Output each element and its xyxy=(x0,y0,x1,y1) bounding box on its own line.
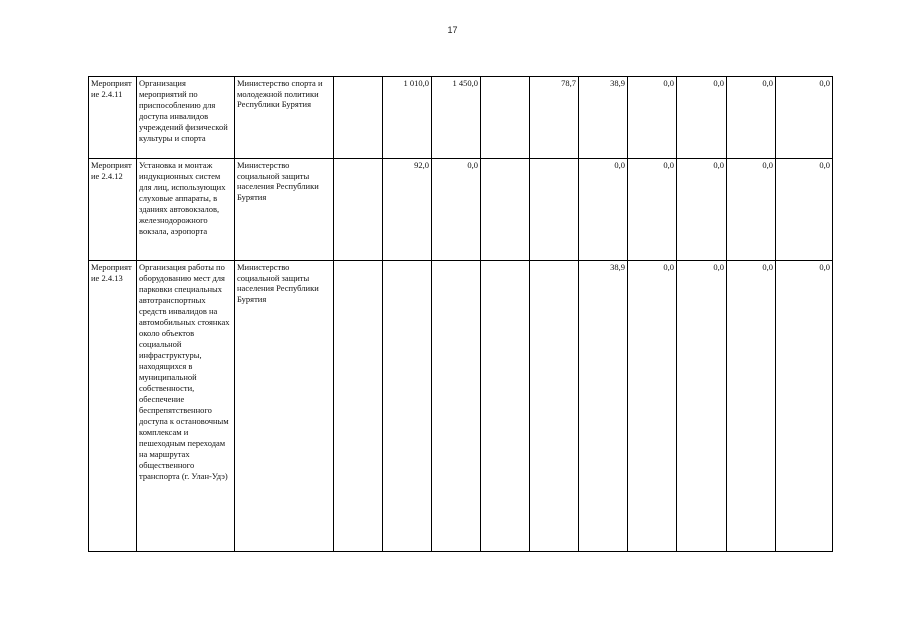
cell-value: 0,0 xyxy=(628,159,677,261)
cell-value: 0,0 xyxy=(677,159,727,261)
cell-value xyxy=(334,159,383,261)
cell-code: Мероприятие 2.4.12 xyxy=(89,159,137,261)
cell-value: 1 450,0 xyxy=(432,77,481,159)
cell-value: 0,0 xyxy=(677,261,727,552)
program-table xyxy=(88,76,833,552)
cell-value: 0,0 xyxy=(776,77,833,159)
cell-value: 38,9 xyxy=(579,261,628,552)
cell-value xyxy=(481,261,530,552)
cell-value: 0,0 xyxy=(727,159,776,261)
table-row xyxy=(89,159,833,261)
page-number: 17 xyxy=(447,25,458,35)
table-row xyxy=(89,77,833,159)
cell-value: 0,0 xyxy=(727,77,776,159)
cell-value xyxy=(481,77,530,159)
table-row xyxy=(89,261,833,552)
cell-ministry: Министерство социальной защиты населения Республики Бурятия xyxy=(235,261,334,552)
cell-value xyxy=(383,261,432,552)
cell-value: 0,0 xyxy=(727,261,776,552)
cell-value: 0,0 xyxy=(677,77,727,159)
cell-value xyxy=(334,261,383,552)
cell-value xyxy=(481,159,530,261)
cell-value: 0,0 xyxy=(776,159,833,261)
cell-value xyxy=(432,261,481,552)
cell-value: 0,0 xyxy=(628,261,677,552)
cell-value: 92,0 xyxy=(383,159,432,261)
cell-value: 78,7 xyxy=(530,77,579,159)
cell-value: 38,9 xyxy=(579,77,628,159)
cell-ministry: Министерство спорта и молодежной политики Республики Бурятия xyxy=(235,77,334,159)
cell-ministry: Министерство социальной защиты населения Республики Бурятия xyxy=(235,159,334,261)
cell-value xyxy=(530,159,579,261)
cell-code: Мероприятие 2.4.11 xyxy=(89,77,137,159)
cell-value: 0,0 xyxy=(579,159,628,261)
cell-name: Организация мероприятий по приспособлению для доступа инвалидов учреждений физической культуры и спорта xyxy=(137,77,235,159)
cell-value: 0,0 xyxy=(432,159,481,261)
cell-value xyxy=(530,261,579,552)
cell-name: Установка и монтаж индукционных систем для лиц, использующих слуховые аппараты, в зданиях автовокзалов, железнодорожного вокзала, аэропорта xyxy=(137,159,235,261)
cell-code: Мероприятие 2.4.13 xyxy=(89,261,137,552)
cell-value: 0,0 xyxy=(776,261,833,552)
cell-value xyxy=(334,77,383,159)
cell-value: 0,0 xyxy=(628,77,677,159)
cell-value: 1 010,0 xyxy=(383,77,432,159)
cell-name: Организация работы по оборудованию мест для парковки специальных автотранспортных средств инвалидов на автомобильных стоянках около объектов социальной инфраструктуры, находящихся в муниципальной собственности, обеспечение беспрепятственного доступа к остановочным комплексам и пешеходным переходам на маршрутах общественного транспорта (г. Улан-Удэ) xyxy=(137,261,235,552)
